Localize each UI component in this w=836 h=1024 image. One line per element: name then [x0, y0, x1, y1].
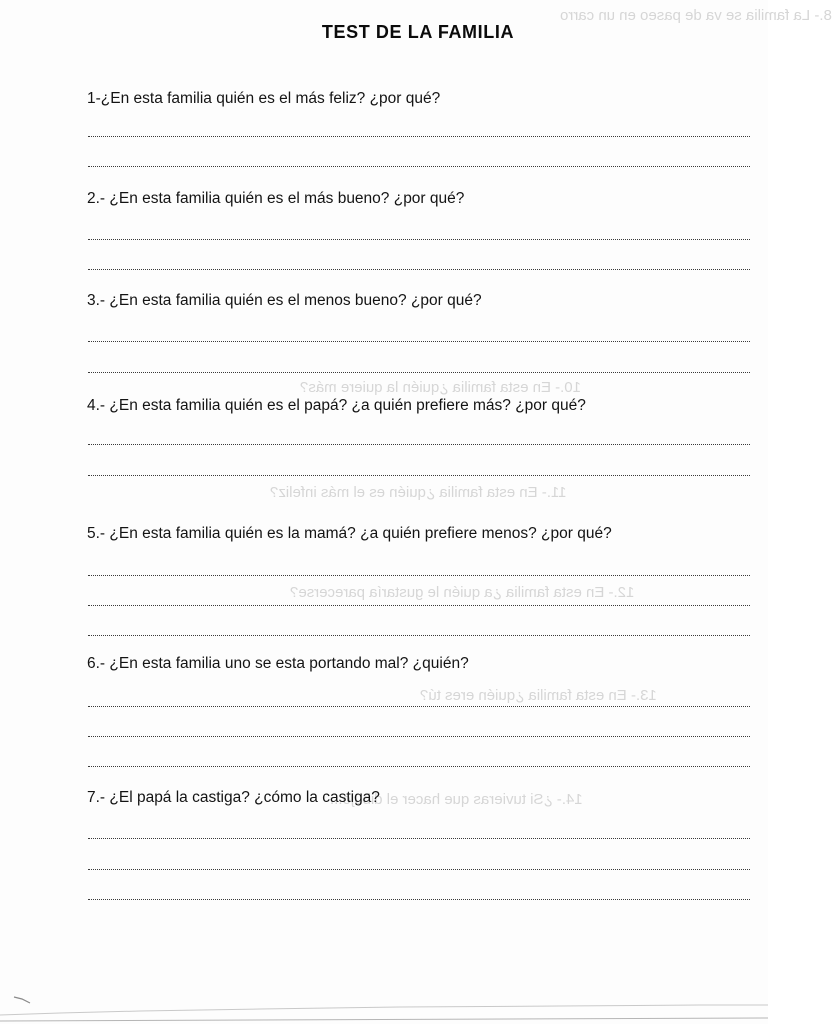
- bleed-through-text: 10.- En esta familia ¿quién la quiere más?: [300, 379, 581, 396]
- question-7: 7.- ¿El papá la castiga? ¿cómo la castiga?: [87, 789, 380, 806]
- answer-line: [88, 269, 750, 270]
- answer-line: [88, 372, 750, 373]
- answer-line: [88, 575, 750, 576]
- question-3: 3.- ¿En esta familia quién es el menos bueno? ¿por qué?: [87, 292, 482, 309]
- question-1: 1-¿En esta familia quién es el más feliz? ¿por qué?: [87, 90, 441, 107]
- answer-line: [88, 475, 750, 476]
- bleed-through-text: 12.- En esta familia ¿a quién le gustaría parecerse?: [290, 584, 635, 601]
- answer-line: [88, 736, 750, 737]
- answer-line: [88, 605, 750, 606]
- answer-line: [88, 838, 750, 839]
- question-5: 5.- ¿En esta familia quién es la mamá? ¿a quién prefiere menos? ¿por qué?: [87, 525, 612, 542]
- question-6: 6.- ¿En esta familia uno se esta portando mal? ¿quién?: [87, 655, 469, 672]
- answer-line: [88, 136, 750, 137]
- bleed-through-text: 11.- En esta familia ¿quién es el más infeliz?: [270, 484, 567, 501]
- bleed-through-text: 8.- La familia se va de paseo en un carro: [560, 7, 832, 24]
- answer-line: [88, 869, 750, 870]
- answer-line: [88, 766, 750, 767]
- question-4: 4.- ¿En esta familia quién es el papá? ¿a quién prefiere más? ¿por qué?: [87, 397, 586, 414]
- scan-edge: [0, 969, 768, 1024]
- answer-line: [88, 444, 750, 445]
- page-title: TEST DE LA FAMILIA: [321, 22, 515, 42]
- question-2: 2.- ¿En esta familia quién es el más bueno? ¿por qué?: [87, 190, 465, 207]
- answer-line: [88, 341, 750, 342]
- bleed-through-text: 14.- ¿Si tuvieras que hacer el dibujo...: [330, 791, 583, 808]
- answer-line: [88, 899, 750, 900]
- answer-line: [88, 166, 750, 167]
- answer-line: [88, 239, 750, 240]
- bleed-through-text: 13.- En esta familia ¿quién eres tú?: [420, 687, 657, 704]
- answer-line: [88, 706, 750, 707]
- answer-line: [88, 635, 750, 636]
